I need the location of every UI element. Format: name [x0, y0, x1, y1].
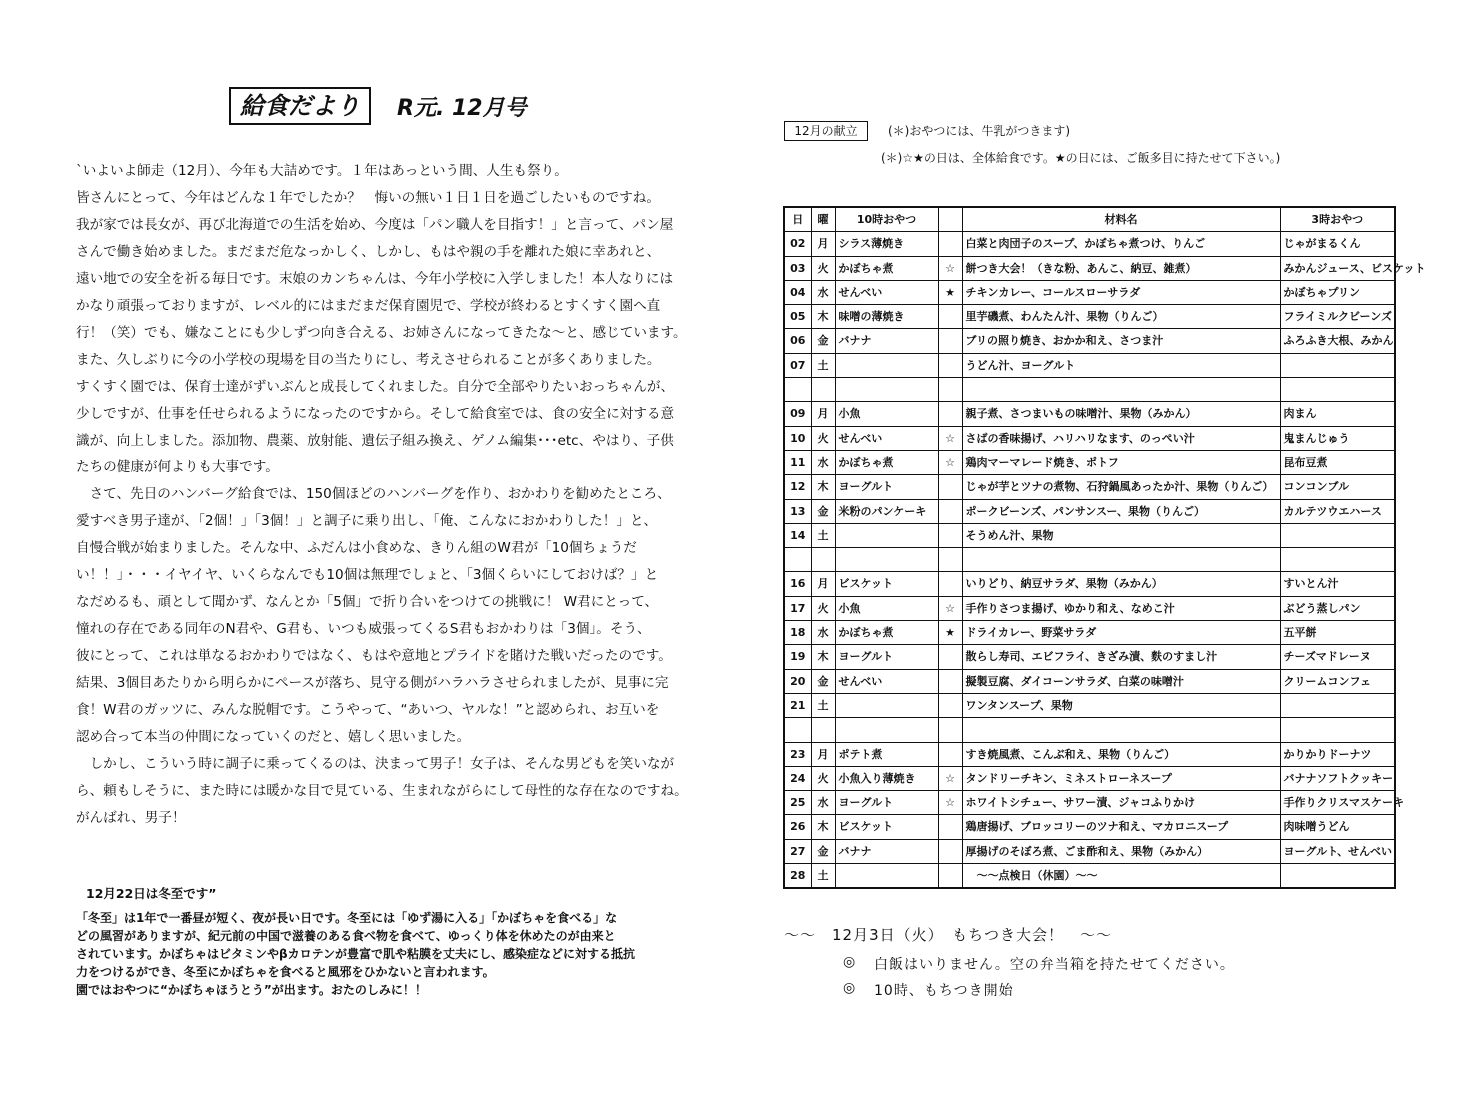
morning-snack-cell: シラス薄焼き [835, 232, 938, 256]
body-line: 食！W君のガッツに、みんな脱帽です。こうやって、“あいつ、ヤルな！”と認められ、お互いを [76, 702, 660, 719]
ingredients-cell: 散らし寿司、エビフライ、きざみ漬、麩のすまし汁 [962, 645, 1280, 669]
ingredients-cell: チキンカレー、コールスローサラダ [962, 280, 1280, 304]
morning-snack-cell: 小魚 [835, 596, 938, 620]
afternoon-snack-cell [1280, 718, 1395, 742]
ingredients-cell [962, 718, 1280, 742]
ingredients-cell: 鶏肉マーマレード焼き、ポトフ [962, 450, 1280, 474]
morning-snack-cell [835, 693, 938, 717]
mark-cell [938, 402, 962, 426]
ingredients-cell: 親子煮、さつまいもの味噌汁、果物（みかん） [962, 402, 1280, 426]
mark-cell: ☆ [938, 256, 962, 280]
body-line: 結果、3個目あたりから明らかにペースが落ち、見守る側がハラハラさせられましたが、見事に完 [76, 675, 669, 692]
menu-row [784, 353, 1395, 377]
morning-snack-cell: バナナ [835, 329, 938, 353]
body-line: ら、頼もしそうに、また時には暖かな目で見ている、生まれながらにして母性的な存在なのですね。 [76, 782, 688, 799]
menu-header-row [784, 207, 1395, 232]
ingredients-cell: うどん汁、ヨーグルト [962, 353, 1280, 377]
body-line: しかし、こういう時に調子に乗ってくるのは、決まって男子！女子は、そんな男どもを笑いなが [76, 755, 675, 772]
weekday-cell: 土 [811, 523, 835, 547]
menu-row [784, 305, 1395, 329]
day-cell: 24 [784, 766, 811, 790]
newsletter-title: 給食だより [229, 87, 371, 125]
menu-label: 12月の献立 [784, 121, 868, 141]
afternoon-snack-cell: クリームコンフェ [1280, 669, 1395, 693]
weekday-cell: 金 [811, 499, 835, 523]
ingredients-cell: ポークビーンズ、パンサンスー、果物（りんご） [962, 499, 1280, 523]
menu-row [784, 499, 1395, 523]
weekday-cell: 木 [811, 815, 835, 839]
mark-cell: ★ [938, 621, 962, 645]
ingredients-cell: ブリの照り焼き、おかか和え、さつま汁 [962, 329, 1280, 353]
afternoon-snack-cell: カルテツウエハース [1280, 499, 1395, 523]
afternoon-snack-cell: かりかりドーナツ [1280, 742, 1395, 766]
weekday-cell: 金 [811, 839, 835, 863]
weekday-cell: 木 [811, 305, 835, 329]
ingredients-cell: 手作りさつま揚げ、ゆかり和え、なめこ汁 [962, 596, 1280, 620]
body-line: すくすく園では、保育士達がずいぶんと成長してくれました。自分で全部やりたいおっちゃんが、 [76, 378, 675, 395]
ingredients-cell: 厚揚げのそぼろ煮、ごま酢和え、果物（みかん） [962, 839, 1280, 863]
afternoon-snack-cell: 肉まん [1280, 402, 1395, 426]
weekday-cell: 水 [811, 621, 835, 645]
event-mark: ◎ [843, 980, 856, 996]
weekday-cell: 土 [811, 864, 835, 889]
day-cell: 21 [784, 693, 811, 717]
ingredients-cell: 里芋磯煮、わんたん汁、果物（りんご） [962, 305, 1280, 329]
day-cell: 14 [784, 523, 811, 547]
menu-row [784, 839, 1395, 863]
header-weekday: 曜 [811, 207, 835, 232]
mark-cell [938, 548, 962, 572]
toji-title: 12月22日は冬至です” [86, 886, 217, 901]
morning-snack-cell: ビスケット [835, 815, 938, 839]
weekday-cell: 水 [811, 791, 835, 815]
afternoon-snack-cell [1280, 864, 1395, 889]
afternoon-snack-cell: かぼちゃプリン [1280, 280, 1395, 304]
day-cell: 13 [784, 499, 811, 523]
afternoon-snack-cell: みかんジュース、ビスケット [1280, 256, 1395, 280]
mark-cell [938, 815, 962, 839]
ingredients-cell: ドライカレー、野菜サラダ [962, 621, 1280, 645]
afternoon-snack-cell: 鬼まんじゅう [1280, 426, 1395, 450]
menu-row [784, 766, 1395, 790]
ingredients-cell: ワンタンスープ、果物 [962, 693, 1280, 717]
morning-snack-cell: ヨーグルト [835, 475, 938, 499]
ingredients-cell: ～～点検日（休園）～～ [962, 864, 1280, 889]
mark-cell [938, 645, 962, 669]
body-line: `いよいよ師走（12月）、今年も大詰めです。１年はあっという間、人生も祭り。 [76, 163, 568, 179]
event-line: 白飯はいりません。空の弁当箱を持たせてください。 [874, 957, 1235, 973]
morning-snack-cell [835, 353, 938, 377]
menu-row [784, 548, 1395, 572]
menu-row [784, 791, 1395, 815]
menu-row [784, 402, 1395, 426]
toji-line: されています。かぼちゃはビタミンやβカロテンが豊富で肌や粘膜を丈夫にし、感染症などに対する抵抗 [76, 947, 636, 962]
menu-row [784, 280, 1395, 304]
header-afternoon-snack: 3時おやつ [1280, 207, 1395, 232]
menu-row [784, 378, 1395, 402]
weekday-cell [811, 378, 835, 402]
weekday-cell: 金 [811, 329, 835, 353]
afternoon-snack-cell: すいとん汁 [1280, 572, 1395, 596]
menu-row [784, 232, 1395, 256]
body-line: 自慢合戦が始まりました。そんな中、ふだんは小食めな、きりん組のW君が「10個ちょうだ [76, 540, 637, 557]
event-title: 〜〜 12月3日（火） もちつき大会！ 〜〜 [784, 926, 1112, 944]
menu-row [784, 450, 1395, 474]
morning-snack-cell: せんべい [835, 669, 938, 693]
weekday-cell: 木 [811, 645, 835, 669]
day-cell: 07 [784, 353, 811, 377]
mark-cell [938, 523, 962, 547]
body-line: 彼にとって、これは単なるおかわりではなく、もはや意地とプライドを賭けた戦いだったのです。 [76, 648, 672, 665]
mark-cell: ☆ [938, 791, 962, 815]
weekday-cell: 水 [811, 450, 835, 474]
left-page [0, 0, 738, 1108]
weekday-cell [811, 548, 835, 572]
menu-row [784, 475, 1395, 499]
morning-snack-cell [835, 378, 938, 402]
header-ingredients: 材料名 [962, 207, 1280, 232]
day-cell: 17 [784, 596, 811, 620]
menu-row [784, 596, 1395, 620]
body-line: 認め合って本当の仲間になっていくのだと、嬉しく思いました。 [76, 729, 471, 746]
toji-text [76, 909, 676, 999]
issue-label: R元. 12月号 [397, 96, 527, 121]
menu-row [784, 693, 1395, 717]
menu-table [783, 206, 1426, 889]
ingredients-cell: ホワイトシチュー、サワー漬、ジャコふりかけ [962, 791, 1280, 815]
day-cell: 23 [784, 742, 811, 766]
weekday-cell: 火 [811, 766, 835, 790]
menu-row [784, 621, 1395, 645]
body-text [76, 158, 688, 832]
day-cell: 16 [784, 572, 811, 596]
weekday-cell: 月 [811, 742, 835, 766]
afternoon-snack-cell: バナナソフトクッキー [1280, 766, 1395, 790]
mark-cell [938, 572, 962, 596]
mark-cell: ☆ [938, 450, 962, 474]
mark-cell: ★ [938, 280, 962, 304]
afternoon-snack-cell [1280, 693, 1395, 717]
toji-line: 「冬至」は1年で一番昼が短く、夜が長い日です。冬至には「ゆず湯に入る」「かぼちゃを食べる」な [76, 911, 618, 925]
weekday-cell: 月 [811, 232, 835, 256]
mark-cell [938, 353, 962, 377]
afternoon-snack-cell: コンコンブル [1280, 475, 1395, 499]
afternoon-snack-cell: 五平餅 [1280, 621, 1395, 645]
morning-snack-cell: せんべい [835, 426, 938, 450]
morning-snack-cell [835, 523, 938, 547]
body-line: かなり頑張っておりますが、レベル的にはまだまだ保育園児で、学校が終わるとすくすく園へ直 [76, 297, 661, 314]
menu-row [784, 718, 1395, 742]
menu-row [784, 645, 1395, 669]
weekday-cell [811, 718, 835, 742]
ingredients-cell: さばの香味揚げ、ハリハリなます、のっぺい汁 [962, 426, 1280, 450]
day-cell: 20 [784, 669, 811, 693]
afternoon-snack-cell: 手作りクリスマスケーキ [1280, 791, 1395, 815]
afternoon-snack-cell: ぶどう蒸しパン [1280, 596, 1395, 620]
ingredients-cell: 白菜と肉団子のスープ、かぼちゃ煮つけ、りんご [962, 232, 1280, 256]
mark-cell [938, 693, 962, 717]
mark-cell [938, 378, 962, 402]
body-line: 識が、向上しました。添加物、農薬、放射能、遺伝子組み換え、ゲノム編集･･･etc、やはり、子供 [76, 432, 674, 449]
menu-row [784, 864, 1395, 889]
body-line: 行！（笑）でも、嫌なことにも少しずつ向き合える、お姉さんになってきたな〜と、感じています。 [76, 324, 687, 341]
menu-row [784, 669, 1395, 693]
menu-body [784, 232, 1426, 889]
day-cell [784, 718, 811, 742]
ingredients-cell: 擬製豆腐、ダイコーンサラダ、白菜の味噌汁 [962, 669, 1280, 693]
weekday-cell: 月 [811, 402, 835, 426]
body-line: 愛すべき男子達が、「2個！」「3個！」と調子に乗り出し、「俺、こんなにおかわりした！」と、 [76, 513, 658, 530]
day-cell: 27 [784, 839, 811, 863]
mark-cell [938, 742, 962, 766]
header-mark [938, 207, 962, 232]
day-cell [784, 378, 811, 402]
morning-snack-cell [835, 718, 938, 742]
ingredients-cell: 餅つき大会！（きな粉、あんこ、納豆、雑煮） [962, 256, 1280, 280]
toji-line: 力をつけるができ、冬至にかぼちゃを食べると風邪をひかないと言われます。 [76, 965, 495, 980]
mark-cell: ☆ [938, 426, 962, 450]
mark-cell [938, 232, 962, 256]
afternoon-snack-cell: 肉味噌うどん [1280, 815, 1395, 839]
weekday-cell: 金 [811, 669, 835, 693]
weekday-cell: 土 [811, 693, 835, 717]
morning-snack-cell: 小魚 [835, 402, 938, 426]
morning-snack-cell: バナナ [835, 839, 938, 863]
day-cell: 25 [784, 791, 811, 815]
weekday-cell: 火 [811, 256, 835, 280]
body-line: 我が家では長女が、再び北海道での生活を始め、今度は「パン職人を目指す！」と言って、パン屋 [76, 216, 674, 233]
ingredients-cell: 鶏唐揚げ、ブロッコリーのツナ和え、マカロニスープ [962, 815, 1280, 839]
morning-snack-cell: かぼちゃ煮 [835, 450, 938, 474]
toji-line: 園ではおやつに“かぼちゃほうとう”が出ます。おたのしみに！！ [76, 983, 427, 998]
ingredients-cell [962, 548, 1280, 572]
mark-cell [938, 305, 962, 329]
day-cell: 10 [784, 426, 811, 450]
morning-snack-cell: 小魚入り薄焼き [835, 766, 938, 790]
afternoon-snack-cell: ヨーグルト、せんべい [1280, 839, 1395, 863]
afternoon-snack-cell [1280, 353, 1395, 377]
afternoon-snack-cell: フライミルクビーンズ [1280, 305, 1395, 329]
mark-cell: ☆ [938, 596, 962, 620]
afternoon-snack-cell: 昆布豆煮 [1280, 450, 1395, 474]
ingredients-cell: いりどり、納豆サラダ、果物（みかん） [962, 572, 1280, 596]
toji-line: どの風習がありますが、紀元前の中国で滋養のある食べ物を食べて、ゆっくり体を休めたのが由来と [76, 929, 616, 944]
morning-snack-cell: 米粉のパンケーキ [835, 499, 938, 523]
afternoon-snack-cell [1280, 548, 1395, 572]
right-page [738, 0, 1477, 1108]
day-cell: 28 [784, 864, 811, 889]
weekday-cell: 月 [811, 572, 835, 596]
menu-note-stars: (＊)☆★の日は、全体給食です。★の日には、ご飯多目に持たせて下さい。) [881, 151, 1281, 165]
ingredients-cell: じゃが芋とツナの煮物、石狩鍋風あったか汁、果物（りんご） [962, 475, 1280, 499]
body-line: また、久しぶりに今の小学校の現場を目の当たりにし、考えさせられることが多くありました。 [76, 351, 661, 368]
day-cell: 26 [784, 815, 811, 839]
morning-snack-cell [835, 864, 938, 889]
day-cell: 19 [784, 645, 811, 669]
weekday-cell: 水 [811, 280, 835, 304]
body-line: なだめるも、頑として聞かず、なんとか「5個」で折り合いをつけての挑戦に！ W君にとって、 [76, 594, 659, 611]
morning-snack-cell [835, 548, 938, 572]
weekday-cell: 火 [811, 596, 835, 620]
menu-row [784, 256, 1395, 280]
mark-cell [938, 864, 962, 889]
mark-cell: ☆ [938, 766, 962, 790]
ingredients-cell [962, 378, 1280, 402]
afternoon-snack-cell: ふろふき大根、みかん [1280, 329, 1395, 353]
mark-cell [938, 718, 962, 742]
mark-cell [938, 475, 962, 499]
morning-snack-cell: かぼちゃ煮 [835, 256, 938, 280]
menu-row [784, 523, 1395, 547]
body-line: さんで働き始めました。まだまだ危なっかしく、しかし、もはや親の手を離れた娘に幸あれと、 [76, 243, 661, 260]
event-line: 10時、もちつき開始 [874, 983, 1014, 999]
weekday-cell: 土 [811, 353, 835, 377]
body-line: がんばれ、男子！ [76, 809, 186, 826]
event-mark: ◎ [843, 954, 856, 970]
body-line: い！！」・・・イヤイヤ、いくらなんでも10個は無理でしょと、「3個くらいにしておけば？」と [76, 567, 659, 584]
body-line: さて、先日のハンバーグ給食では、150個ほどのハンバーグを作り、おかわりを勧めたところ、 [76, 486, 671, 503]
day-cell: 12 [784, 475, 811, 499]
day-cell: 11 [784, 450, 811, 474]
afternoon-snack-cell [1280, 378, 1395, 402]
day-cell: 02 [784, 232, 811, 256]
weekday-cell: 火 [811, 426, 835, 450]
morning-snack-cell: ヨーグルト [835, 645, 938, 669]
morning-snack-cell: ポテト煮 [835, 742, 938, 766]
menu-row [784, 572, 1395, 596]
mark-cell [938, 669, 962, 693]
menu-row [784, 815, 1395, 839]
afternoon-snack-cell: チーズマドレーヌ [1280, 645, 1395, 669]
mark-cell [938, 499, 962, 523]
day-cell: 18 [784, 621, 811, 645]
day-cell: 06 [784, 329, 811, 353]
morning-snack-cell: 味噌の薄焼き [835, 305, 938, 329]
afternoon-snack-cell: じゃがまるくん [1280, 232, 1395, 256]
menu-row [784, 426, 1395, 450]
day-cell: 09 [784, 402, 811, 426]
mark-cell [938, 839, 962, 863]
day-cell: 04 [784, 280, 811, 304]
body-line: 皆さんにとって、今年はどんな１年でしたか？ 悔いの無い１日１日を過ごしたいものですね。 [76, 189, 660, 206]
menu-row [784, 742, 1395, 766]
menu-row [784, 329, 1395, 353]
morning-snack-cell: ヨーグルト [835, 791, 938, 815]
body-line: 遠い地での安全を祈る毎日です。末娘のカンちゃんは、今年小学校に入学しました！本人なりには [76, 270, 674, 287]
ingredients-cell: すき焼風煮、こんぶ和え、果物（りんご） [962, 742, 1280, 766]
morning-snack-cell: ビスケット [835, 572, 938, 596]
day-cell: 05 [784, 305, 811, 329]
weekday-cell: 木 [811, 475, 835, 499]
afternoon-snack-cell [1280, 523, 1395, 547]
menu-note-milk: (＊)おやつには、牛乳がつきます) [888, 124, 1071, 138]
header-morning-snack: 10時おやつ [835, 207, 938, 232]
header-day: 日 [784, 207, 811, 232]
morning-snack-cell: せんべい [835, 280, 938, 304]
body-line: 少しですが、仕事を任せられるようになったのですから。そして給食室では、食の安全に対する意 [76, 405, 675, 422]
day-cell [784, 548, 811, 572]
mark-cell [938, 329, 962, 353]
body-line: たちの健康が何よりも大事です。 [76, 459, 279, 476]
body-line: 憧れの存在である同年のN君や、G君も、いつも威張ってくるS君もおかわりは「3個」。そう、 [76, 621, 651, 638]
ingredients-cell: タンドリーチキン、ミネストローネスープ [962, 766, 1280, 790]
day-cell: 03 [784, 256, 811, 280]
ingredients-cell: そうめん汁、果物 [962, 523, 1280, 547]
morning-snack-cell: かぼちゃ煮 [835, 621, 938, 645]
